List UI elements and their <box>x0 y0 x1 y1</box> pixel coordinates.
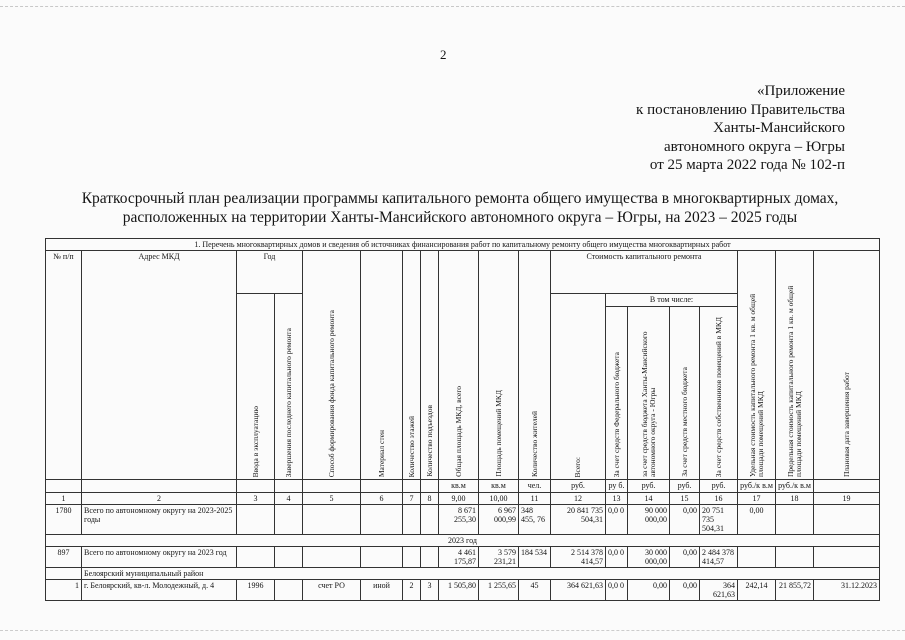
unit-cell: руб. <box>670 480 700 493</box>
col-number: 6 <box>361 493 403 505</box>
col-number: 9,00 <box>439 493 479 505</box>
col-number: 1 <box>46 493 82 505</box>
unit-cell: руб. <box>700 480 738 493</box>
appendix-line-5: от 25 марта 2022 года № 102-п <box>649 157 845 173</box>
col-number: 10,00 <box>479 493 519 505</box>
year-local: 0,00 <box>670 547 700 568</box>
house-regional: 0,00 <box>628 580 670 601</box>
total-cost: 20 841 735 504,31 <box>551 505 606 535</box>
header-owners: За счет средств собственников помещений в МКД <box>700 307 738 480</box>
year-area: 4 461 175,87 <box>439 547 479 568</box>
header-year: Год <box>237 251 303 294</box>
col-number: 5 <box>303 493 361 505</box>
house-max: 21 855,72 <box>776 580 814 601</box>
header-local: За счет средств местного бюджета <box>670 307 700 480</box>
col-number: 15 <box>670 493 700 505</box>
unit-cell: руб./к в.м <box>738 480 776 493</box>
col-number: 2 <box>82 493 237 505</box>
page-top-edge <box>0 6 905 7</box>
house-unit: 242,14 <box>738 580 776 601</box>
col-number: 7 <box>403 493 421 505</box>
house-owners: 364 621,63 <box>700 580 738 601</box>
title-line-1: Краткосрочный план реализации программы капитального ремонта общего имущества в многоквартирных домах, <box>81 190 839 207</box>
appendix-header <box>636 82 845 175</box>
title-line-2: расположенных на территории Ханты-Мансийского автономного округа – Югры, на 2023 – 2025 годы <box>122 209 798 226</box>
year-label-cell: Всего по автономному округу на 2023 год <box>82 547 237 568</box>
header-year-built: Ввода в эксплуатацию <box>237 294 275 480</box>
header-fund-method: Способ формирования фонда капитального ремонта <box>303 251 361 480</box>
header-incl: В том числе: <box>606 294 738 307</box>
document-title <box>40 189 880 227</box>
header-regional: за счет средств бюджета Ханты-Мансийского автономного округа - Югры <box>628 307 670 480</box>
header-year-last-repair: Завершения последнего капитального ремонта <box>275 294 303 480</box>
total-federal: 0,0 0 <box>606 505 628 535</box>
house-address: г. Белоярский, кв-л. Молодежный, д. 4 <box>82 580 237 601</box>
header-num: № п/п <box>46 251 82 480</box>
header-total-cost: Всего: <box>551 294 606 480</box>
appendix-line-1: «Приложение <box>756 83 845 99</box>
year-federal: 0,0 0 <box>606 547 628 568</box>
col-number: 18 <box>776 493 814 505</box>
total-unit: 0,00 <box>738 505 776 535</box>
col-number: 19 <box>814 493 880 505</box>
total-regional: 90 000 000,00 <box>628 505 670 535</box>
repair-plan-table <box>45 238 880 601</box>
header-plan-date: Плановая дата завершения работ <box>814 251 880 480</box>
header-wall-material: Материал стен <box>361 251 403 480</box>
year-cost: 2 514 378 414,57 <box>551 547 606 568</box>
unit-cell: руб. <box>551 480 606 493</box>
section-title-row <box>46 239 880 251</box>
header-residents: Количество жителей <box>519 251 551 480</box>
unit-cell: ру б. <box>606 480 628 493</box>
district-row <box>46 568 880 580</box>
unit-cell: руб. <box>628 480 670 493</box>
header-floors: Количество этажей <box>403 251 421 480</box>
unit-cell: чел. <box>519 480 551 493</box>
year-regional: 30 000 000,00 <box>628 547 670 568</box>
year-owners: 2 484 378 414,57 <box>700 547 738 568</box>
house-date: 31.12.2023 <box>814 580 880 601</box>
section-title: 1. Перечень многоквартирных домов и сведения об источниках финансирования работ по капитальному ремонту общего имущества многоквартирных работ <box>46 239 880 251</box>
house-wall: иной <box>361 580 403 601</box>
unit-cell: кв.м <box>479 480 519 493</box>
house-year-built: 1996 <box>237 580 275 601</box>
year-premises: 3 579 231,21 <box>479 547 519 568</box>
year-label: 2023 год <box>46 535 880 547</box>
total-2023-row <box>46 547 880 568</box>
header-address: Адрес МКД <box>82 251 237 480</box>
house-local: 0,00 <box>670 580 700 601</box>
house-federal: 0,0 0 <box>606 580 628 601</box>
col-number: 8 <box>421 493 439 505</box>
header-cost-group: Стоимость капитального ремонта <box>551 251 738 294</box>
col-number: 14 <box>628 493 670 505</box>
total-owners: 20 751 735 504,31 <box>700 505 738 535</box>
header-premises-area: Площадь помещений МКД <box>479 251 519 480</box>
year-num: 897 <box>46 547 82 568</box>
unit-cell: руб./к в.м <box>776 480 814 493</box>
header-unit-cost: Удельная стоимость капитального ремонта 1 кв. м общей площади помещений МКД <box>738 251 776 480</box>
units-row <box>46 480 880 493</box>
house-cost: 364 621,63 <box>551 580 606 601</box>
house-num: 1 <box>46 580 82 601</box>
header-max-cost: Предельная стоимость капитального ремонта 1 кв. м общей площади помещений МКД <box>776 251 814 480</box>
district-name: Белоярский муниципальный район <box>82 568 880 580</box>
col-number: 13 <box>606 493 628 505</box>
unit-cell: кв.м <box>439 480 479 493</box>
house-premises: 1 255,65 <box>479 580 519 601</box>
col-number: 17 <box>738 493 776 505</box>
header-row-1 <box>46 251 880 294</box>
appendix-line-2: к постановлению Правительства <box>636 101 845 118</box>
header-entrances: Количество подъездов <box>421 251 439 480</box>
header-total-area: Общая площадь МКД, всего <box>439 251 479 480</box>
house-floors: 2 <box>403 580 421 601</box>
total-premises: 6 967 000,99 <box>479 505 519 535</box>
appendix-line-3: Ханты-Мансийского <box>713 120 845 136</box>
total-label: Всего по автономному округу на 2023-2025 годы <box>82 505 237 535</box>
column-numbers-row <box>46 493 880 505</box>
house-row <box>46 580 880 601</box>
page-bottom-edge <box>0 630 905 631</box>
total-area: 8 671 255,30 <box>439 505 479 535</box>
col-number: 3 <box>237 493 275 505</box>
page-number: 2 <box>440 47 447 62</box>
header-federal: За счет средств Федерального бюджета <box>606 307 628 480</box>
total-num: 1780 <box>46 505 82 535</box>
house-residents: 45 <box>519 580 551 601</box>
house-area: 1 505,80 <box>439 580 479 601</box>
house-fund: счет РО <box>303 580 361 601</box>
total-residents: 348 455, 76 <box>519 505 551 535</box>
appendix-line-4: автономного округа – Югры <box>663 138 845 155</box>
year-residents: 184 534 <box>519 547 551 568</box>
total-2023-2025-row <box>46 505 880 535</box>
total-local: 0,00 <box>670 505 700 535</box>
col-number: 11 <box>519 493 551 505</box>
col-number: 12 <box>551 493 606 505</box>
col-number: 4 <box>275 493 303 505</box>
house-entrances: 3 <box>421 580 439 601</box>
col-number: 16 <box>700 493 738 505</box>
year-label-row <box>46 535 880 547</box>
